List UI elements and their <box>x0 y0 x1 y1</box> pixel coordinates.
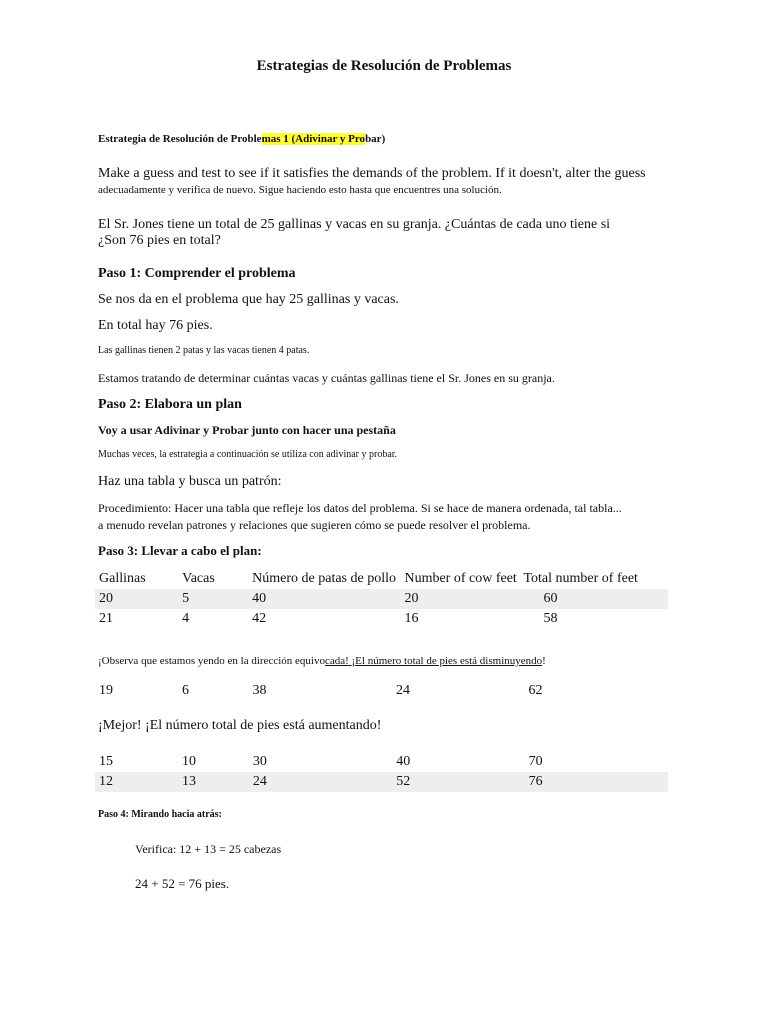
table-cell: 42 <box>252 611 267 626</box>
strategy-heading <box>98 133 385 145</box>
table-cell: 5 <box>178 589 248 609</box>
table-header: Número de patas de pollo <box>252 571 396 586</box>
table-row <box>95 589 668 609</box>
strategy-heading-part: bar) <box>365 133 386 145</box>
table-row <box>95 609 668 629</box>
procedure-line-2: a menudo revelan patrones y relaciones que sugieren cómo se puede resolver el problema. <box>98 518 531 532</box>
strategy-heading-part: Estrategia de Resolución de Proble <box>98 133 262 145</box>
table-cell: 20 <box>400 589 523 609</box>
note-better: ¡Mejor! ¡El número total de pies está aumentando! <box>98 718 382 733</box>
table-header: Vacas <box>182 571 215 586</box>
table-cell: 15 <box>99 754 113 769</box>
table-cell: 58 <box>543 611 558 626</box>
step1-line-2: En total hay 76 pies. <box>98 318 213 333</box>
table-cell: 6 <box>182 683 190 698</box>
table-header: Total number of feet <box>523 571 638 586</box>
table-cell: 40 <box>396 754 411 769</box>
problem-line-2: ¿Son 76 pies en total? <box>98 233 221 248</box>
note-wrong-part: ! <box>542 655 546 667</box>
table-cell: 10 <box>181 754 196 769</box>
document-title: Estrategias de Resolución de Problemas <box>256 58 512 74</box>
table-header: Gallinas <box>99 571 146 586</box>
data-table-c <box>95 752 668 792</box>
note-wrong-part: ¡Observa que estamos yendo en la dirección equivo <box>98 655 325 667</box>
table-cell: 16 <box>404 611 419 626</box>
step1-line-1: Se nos da en el problema que hay 25 gallinas y vacas. <box>98 292 399 307</box>
problem-line-1: El Sr. Jones tiene un total de 25 gallinas y vacas en su granja. ¿Cuántas de cada uno tiene si <box>98 217 611 232</box>
step1-heading: Paso 1: Comprender el problema <box>98 266 296 281</box>
table-row <box>95 681 668 701</box>
step2-line-1: Muchas veces, la estrategia a continuación se utiliza con adivinar y probar. <box>98 449 398 460</box>
table-cell: 24 <box>395 683 410 698</box>
table-cell: 62 <box>528 683 543 698</box>
procedure-line-1: Procedimiento: Hacer una tabla que refleje los datos del problema. Si se hace de manera ordenada, tal tabla... <box>98 501 622 515</box>
table-cell: 38 <box>252 683 267 698</box>
table-cell: 12 <box>95 772 178 792</box>
intro-line-2: adecuadamente y verifica de nuevo. Sigue haciendo esto hasta que encuentres una solución. <box>98 184 502 196</box>
table-cell: 24 <box>249 772 392 792</box>
table-header-row <box>95 569 668 589</box>
strategy-heading-highlight: mas 1 (Adivinar y Pro <box>261 133 366 145</box>
table-cell: 40 <box>248 589 400 609</box>
note-wrong-direction <box>98 655 546 667</box>
step2-subheading: Voy a usar Adivinar y Probar junto con hacer una pestaña <box>98 423 396 437</box>
table-cell: 30 <box>252 754 267 769</box>
verify-line-1: Verifica: 12 + 13 = 25 cabezas <box>135 842 282 856</box>
table-cell: 4 <box>182 611 190 626</box>
data-table-b <box>95 681 668 701</box>
step1-line-4: Estamos tratando de determinar cuántas vacas y cuántas gallinas tiene el Sr. Jones en su granja. <box>98 371 555 385</box>
table-row <box>95 752 668 772</box>
table-cell: 52 <box>392 772 508 792</box>
table-row <box>95 772 668 792</box>
intro-line-1: Make a guess and test to see if it satisfies the demands of the problem. If it doesn't, alter the guess <box>98 166 646 181</box>
data-table-a <box>95 569 668 629</box>
table-cell: 20 <box>95 589 178 609</box>
note-wrong-underlined: cada! ¡El número total de pies está disminuyendo <box>324 655 543 667</box>
step2-line-2: Haz una tabla y busca un patrón: <box>98 474 282 489</box>
verify-line-2: 24 + 52 = 76 pies. <box>135 876 230 891</box>
table-cell: 60 <box>523 589 668 609</box>
step3-heading: Paso 3: Llevar a cabo el plan: <box>98 543 262 558</box>
table-cell: 13 <box>178 772 249 792</box>
step4-heading: Paso 4: Mirando hacia atrás: <box>98 809 222 820</box>
table-cell: 76 <box>509 772 668 792</box>
table-header: Number of cow feet <box>404 571 517 586</box>
step1-line-3: Las gallinas tienen 2 patas y las vacas tienen 4 patas. <box>98 345 310 356</box>
table-cell: 21 <box>99 611 113 626</box>
step2-heading: Paso 2: Elabora un plan <box>98 397 242 412</box>
table-cell: 19 <box>99 683 113 698</box>
table-cell: 70 <box>528 754 543 769</box>
